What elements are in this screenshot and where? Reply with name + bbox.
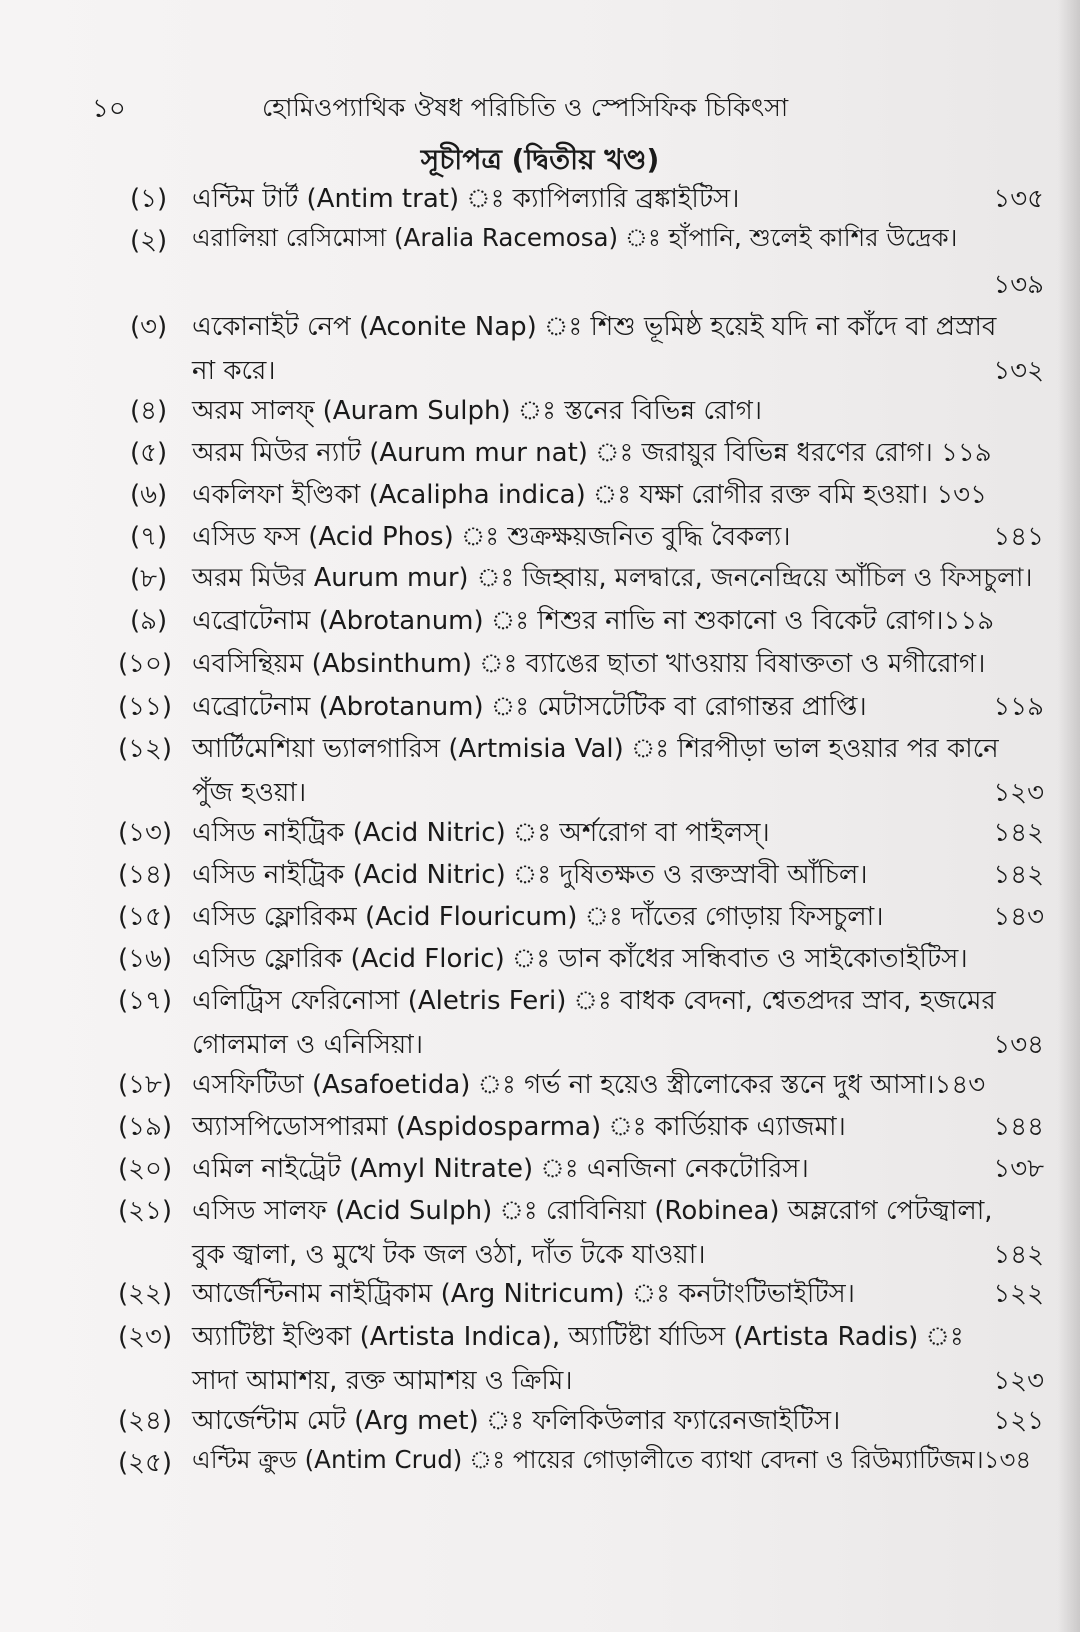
entry-number: (১৪) (118, 860, 173, 890)
entry-text: এসিড ফস (Acid Phos) ঃ শুক্রক্ষয়জনিত বুদ্ধি বৈকল্য। (192, 522, 791, 552)
entry-number: (১১) (118, 692, 173, 722)
entry-number: (১৯) (118, 1112, 173, 1142)
entry-text: এসিড নাইট্রিক (Acid Nitric) ঃ দুষিতক্ষত ও রক্তস্রাবী আঁচিল। (192, 860, 868, 890)
entry-text: এব্রোটেনাম (Abrotanum) ঃ শিশুর নাভি না শুকানো ও বিকেট রোগ।১১৯ (192, 606, 995, 636)
entry-number: (৩) (130, 312, 168, 342)
entry-number: (২০) (118, 1154, 173, 1184)
entry-number: (৫) (130, 438, 168, 468)
entry-number: (২৫) (118, 1448, 173, 1478)
running-title: হোমিওপ্যাথিক ঔষধ পরিচিতি ও স্পেসিফিক চিকিৎসা (262, 93, 789, 122)
entry-number: (২২) (118, 1279, 173, 1309)
entry-text: অরম সালফ্ (Auram Sulph) ঃ স্তনের বিভিন্ন রোগ। (192, 396, 763, 426)
entry-text: এবসিন্থিয়ম (Absinthum) ঃ ব্যাঙের ছাতা খাওয়ায় বিষাক্ততা ও মগীরোগ। (192, 649, 986, 679)
entry-text: আর্টিমেশিয়া ভ্যালগারিস (Artmisia Val) ঃ শিরপীড়া ভাল হওয়ার পর কানে (192, 734, 999, 764)
entry-number: (১৭) (118, 986, 173, 1016)
entry-text: পুঁজ হওয়া। (192, 778, 307, 808)
entry-page-number: ১৪২ (993, 818, 1044, 848)
entry-page-number: ১৪২ (993, 860, 1044, 890)
entry-text: এসিড নাইট্রিক (Acid Nitric) ঃ অর্শরোগ বা পাইলস্। (192, 818, 770, 848)
entry-text: একলিফা ইণ্ডিকা (Acalipha indica) ঃ যক্ষা রোগীর রক্ত বমি হওয়া। ১৩১ (192, 480, 987, 510)
entry-number: (১৮) (118, 1070, 173, 1100)
entry-number: (২১) (118, 1196, 173, 1226)
entry-page-number: ১৩৪ (993, 1030, 1044, 1060)
entry-number: (১৫) (118, 902, 173, 932)
entry-number: (২) (130, 226, 168, 256)
entry-page-number: ১৪১ (993, 522, 1044, 552)
entry-text: এসিড ফ্লোরিকম (Acid Flouricum) ঃ দাঁতের গোড়ায় ফিসচুলা। (192, 902, 884, 932)
entry-number: (৭) (130, 522, 168, 552)
entry-text: অরম মিউর Aurum mur) ঃ জিহ্বায়, মলদ্বারে, জননেন্দ্রিয়ে আঁচিল ও ফিসচুলা। (192, 563, 1033, 593)
entry-page-number: ১১৯ (993, 692, 1044, 722)
entry-number: (৯) (130, 606, 168, 636)
entry-page-number: ১২৩ (993, 1366, 1044, 1396)
entry-number: (১) (130, 184, 168, 214)
entry-page-number: ১২১ (993, 1406, 1044, 1436)
entry-text: সাদা আমাশয়, রক্ত আমাশয় ও ক্রিমি। (192, 1366, 573, 1396)
entry-text: বুক জ্বালা, ও মুখে টক জল ওঠা, দাঁত টকে যাওয়া। (192, 1240, 706, 1270)
entry-page-number: ১৪২ (993, 1240, 1044, 1270)
entry-text: এন্টিম ক্রুড (Antim Crud) ঃ পায়ের গোড়ালীতে ব্যাথা বেদনা ও রিউম্যাটিজম।১৩৪ (192, 1445, 1032, 1474)
entry-page-number: ১৩৫ (993, 184, 1044, 214)
entry-number: (৮) (130, 564, 168, 594)
entry-number: (১৬) (118, 944, 173, 974)
entry-number: (১৩) (118, 818, 173, 848)
entry-text: আর্জেন্টিনাম নাইট্রিকাম (Arg Nitricum) ঃ কনটাংটিভাইটিস। (192, 1279, 855, 1309)
entry-text: এসফিটিডা (Asafoetida) ঃ গর্ভ না হয়েও স্ত্রীলোকের স্তনে দুধ আসা।১৪৩ (192, 1070, 986, 1100)
entry-text: এব্রোটেনাম (Abrotanum) ঃ মেটাসটেটিক বা রোগান্তর প্রাপ্তি। (192, 692, 867, 722)
entry-number: (১০) (118, 649, 173, 679)
entry-text: এলিট্রিস ফেরিনোসা (Aletris Feri) ঃ বাধক বেদনা, শ্বেতপ্রদর স্রাব, হজমের (192, 986, 996, 1016)
entry-number: (৪) (130, 396, 168, 426)
entry-text: এসিড ফ্লোরিক (Acid Floric) ঃ ডান কাঁধের সন্ধিবাত ও সাইকোতাইটিস। (192, 944, 968, 974)
entry-text: অ্যাসপিডোসপারমা (Aspidosparma) ঃ কার্ডিয়াক এ্যাজমা। (192, 1112, 846, 1142)
entry-number: (১২) (118, 734, 173, 764)
entry-text: অ্যাটিষ্টা ইণ্ডিকা (Artista Indica), অ্যাটিষ্টা র্যাডিস (Artista Radis) ঃ (192, 1322, 964, 1352)
entry-page-number: ১৩৯ (993, 270, 1044, 300)
entry-number: (৬) (130, 480, 168, 510)
entry-text: আর্জেন্টাম মেট (Arg met) ঃ ফলিকিউলার ফ্যারেনজাইটিস। (192, 1406, 841, 1436)
entry-text: এরালিয়া রেসিমোসা (Aralia Racemosa) ঃ হাঁপানি, শুলেই কাশির উদ্রেক। (192, 223, 958, 252)
entry-page-number: ১৩৮ (993, 1154, 1044, 1184)
entry-text: একোনাইট নেপ (Aconite Nap) ঃ শিশু ভূমিষ্ঠ হয়েই যদি না কাঁদে বা প্রস্রাব (192, 312, 997, 342)
entry-page-number: ১৪৪ (993, 1112, 1044, 1142)
entry-text: এমিল নাইট্রেট (Amyl Nitrate) ঃ এনজিনা নেকটোরিস। (192, 1154, 809, 1184)
entry-page-number: ১২২ (993, 1279, 1044, 1309)
entry-page-number: ১৪৩ (993, 902, 1044, 932)
entry-text: গোলমাল ও এনিসিয়া। (192, 1030, 424, 1060)
section-title: সূচীপত্র (দ্বিতীয় খণ্ড) (420, 143, 660, 176)
entry-text: না করে। (192, 356, 276, 386)
entry-number: (২৪) (118, 1406, 173, 1436)
entry-text: অরম মিউর ন্যাট (Aurum mur nat) ঃ জরায়ুর বিভিন্ন ধরণের রোগ। ১১৯ (192, 438, 992, 468)
page-number: ১০ (92, 94, 126, 124)
entry-text: এন্টিম টার্ট (Antim trat) ঃ ক্যাপিল্যারি ব্রঙ্কাইটিস। (192, 184, 740, 214)
entry-number: (২৩) (118, 1322, 173, 1352)
entry-page-number: ১২৩ (993, 778, 1044, 808)
entry-text: এসিড সালফ (Acid Sulph) ঃ রোবিনিয়া (Robinea) অম্লরোগ পেটজ্বালা, (192, 1196, 993, 1226)
entry-page-number: ১৩২ (993, 356, 1044, 386)
